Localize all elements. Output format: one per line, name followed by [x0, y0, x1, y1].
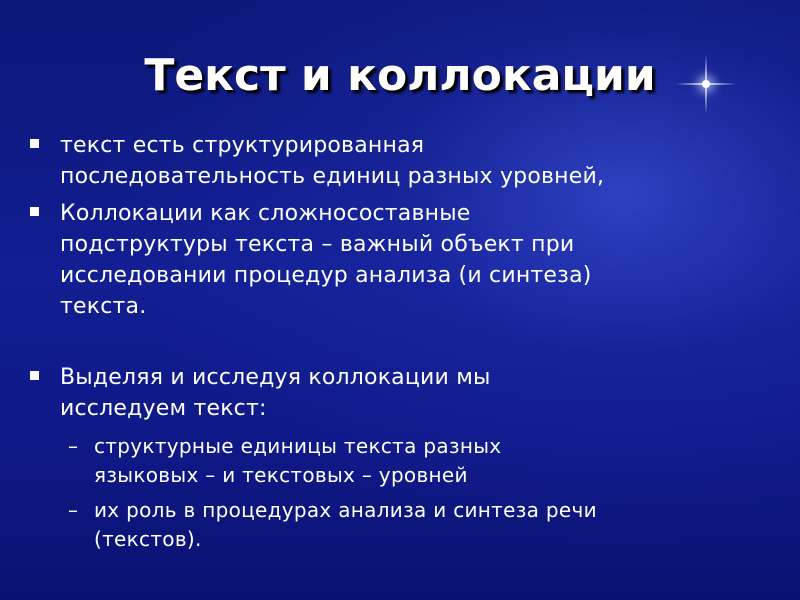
bullet-line: Выделяя и исследуя коллокации мы [60, 365, 491, 390]
square-bullet-icon [30, 207, 39, 216]
sub-bullet-item [30, 432, 770, 490]
bullet-line: исследовании процедур анализа (и синтеза) [60, 263, 592, 288]
bullet-line: подструктуры текста – важный объект при [60, 232, 575, 257]
sub-bullet-line: структурные единицы текста разных [94, 434, 502, 458]
sub-bullet-item [30, 496, 770, 554]
bullet-item [30, 362, 770, 424]
square-bullet-icon [30, 139, 39, 148]
dash-bullet-icon: – [68, 498, 79, 522]
slide-body [30, 130, 770, 554]
bullet-item [30, 198, 770, 322]
bullet-line: текста. [60, 294, 147, 319]
bullet-item [30, 130, 770, 192]
sub-bullet-line: языковых – и текстовых – уровней [94, 463, 468, 487]
square-bullet-icon [30, 371, 39, 380]
bullet-line: последовательность единиц разных уровней, [60, 164, 605, 189]
dash-bullet-icon: – [68, 434, 79, 458]
slide-title: Текст и коллокации [144, 50, 656, 101]
sub-bullet-line: их роль в процедурах анализа и синтеза речи [94, 498, 597, 522]
bullet-line: текст есть структурированная [60, 133, 425, 158]
bullet-line: исследуем текст: [60, 396, 267, 421]
bullet-line: Коллокации как сложносоставные [60, 201, 471, 226]
sub-bullet-line: (текстов). [94, 527, 202, 551]
